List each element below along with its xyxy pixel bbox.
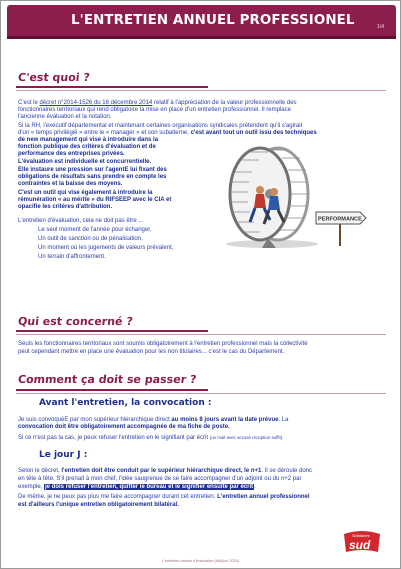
- text-line: en tête à tête. S'il prenait à mon chef, l'idée saugrenue de se faire accompagner d'un adjoint ou du n+2 par: [18, 476, 302, 482]
- header-band: [7, 36, 396, 39]
- text-span: . La: [278, 417, 289, 423]
- list-item: Un moment où les jugements de valeurs prévalent,: [38, 245, 174, 251]
- text-line: rémunération « au mérite » du RIFSEEP avec le CIA et: [18, 197, 172, 203]
- text-line: Seuls les fonctionnaires territoriaux sont soumis obligatoirement à l'entretien professionnel mais la collectivité: [18, 341, 308, 347]
- list-item: Un outil de sanction ou de pénalisation,: [38, 236, 143, 242]
- text-span: exemple,: [18, 484, 45, 490]
- list-item: Le seul moment de l'année pour échanger,: [38, 227, 152, 233]
- text-line: convocation doit être obligatoirement accompagnée de ma fiche de poste.: [18, 424, 230, 430]
- text-line: [18, 484, 256, 491]
- text-line: est d'ailleurs l'unique entretien obligatoirement bilatéral.: [18, 502, 179, 508]
- text-line: fonctionnaires territoriaux qui rend obligatoire la mise en place d'un entretien professionnel. Il remplace: [18, 107, 291, 113]
- text-span-bold: l'entretien doit être conduit par le supérieur hiérarchique direct, le n+1: [61, 468, 262, 474]
- text-span: De même, je ne peux pas plus me faire accompagner durant cet entretien.: [18, 494, 218, 500]
- text-line: de new management qui vise à introduire dans la: [18, 137, 159, 143]
- text-span: C'est le: [18, 100, 40, 106]
- text-line: [18, 434, 283, 442]
- runner-head: [256, 186, 264, 194]
- section-rule-thin: [16, 334, 386, 335]
- text-span: . Il se déroule donc: [261, 468, 313, 474]
- text-line: L'entretien d'évaluation, cela ne doit pas être ...: [18, 218, 144, 224]
- logo-main-text: sud: [349, 538, 371, 552]
- text-line: Elle instaure une pression sur l'agentE lui fixant des: [18, 167, 167, 173]
- hamster-wheel-illustration: [214, 142, 368, 250]
- text-span-bold: L'entretien annuel professionnel: [217, 494, 310, 500]
- sign-text: PERFORMANCE: [318, 216, 362, 223]
- text-line: obligations de résultats sans prendre en compte les: [18, 174, 167, 180]
- text-line: L'évaluation est individuelle et concurrentielle.: [18, 159, 152, 165]
- text-line: [18, 468, 312, 475]
- page-number: 1/4: [377, 24, 384, 30]
- logo-top-text: Solidaires: [352, 533, 370, 538]
- text-span-bold: c'est avant tout un outil issu des techniques: [190, 130, 317, 136]
- page-footer: L'entretien annuel d'évaluation (MA/juin 2020): [161, 559, 240, 563]
- text-line: l'ancienne évaluation et la notation.: [18, 114, 112, 120]
- text-line: C'est un outil qui vise également à introduire la: [18, 190, 153, 196]
- runner-head: [270, 188, 278, 196]
- highlighted-text: je dois refuser l'entretien, quitter le bureau et le signifier ensuite par écrit: [45, 484, 254, 490]
- text-span-bold: au moins 8 jours avant la date prévue: [171, 417, 279, 423]
- text-span: Selon le décret,: [18, 468, 62, 474]
- text-line: contraintes et la baisse des moyens.: [18, 181, 123, 187]
- text-line: peut cependant mettre en place une évaluation pour les non titulaires... c'est le cas du Département.: [18, 349, 285, 355]
- section-title-comment: Comment ça doit se passer ?: [17, 373, 198, 386]
- text-line: opacifie les critères d'attribution.: [18, 204, 113, 210]
- text-line: [18, 494, 310, 501]
- text-line: fonction publique des critères d'évaluation et de: [18, 144, 156, 150]
- section-rule-thin: [16, 90, 386, 91]
- page-title: L'ENTRETIEN ANNUEL PROFESSIONEL: [71, 13, 355, 28]
- text-line: performance des entreprises privées.: [18, 151, 125, 157]
- text-span: relatif à l'appréciation de la valeur professionnelle des: [152, 100, 297, 106]
- section-rule-thin: [16, 393, 386, 394]
- list-item: Un terrain d'affrontement.: [38, 254, 106, 260]
- text-span-small: (un mail avec accusé réception suffit).: [209, 435, 284, 440]
- section-title-cest-quoi: C'est quoi ?: [17, 71, 91, 84]
- subheading-convocation: Avant l'entretien, la convocation :: [39, 398, 212, 408]
- text-span: d'un « temps privilégié » entre le « manager » et son subalterne,: [18, 130, 191, 136]
- text-span: .: [254, 484, 256, 490]
- runner-body: [254, 194, 266, 208]
- section-title-qui-est-concerne: Qui est concerné ?: [17, 315, 134, 328]
- solidaires-sud-logo: [340, 528, 384, 554]
- text-span: Je suis convoquéE par mon supérieur hiérarchique direct: [18, 417, 172, 423]
- subheading-jour-j: Le jour J :: [39, 450, 88, 460]
- section-rule: [16, 86, 208, 88]
- runner-body: [268, 196, 280, 210]
- section-rule: [16, 389, 208, 391]
- section-rule: [16, 330, 208, 332]
- decree-link[interactable]: décret n°2014-1526 du 16 décembre 2014: [39, 100, 153, 106]
- text-span: Si ce n'est pas la cas, je peux refuser l'entretien en le signifiant par écrit: [18, 435, 210, 441]
- page-header: [7, 5, 396, 39]
- text-line: Si la RH, l'exécutif départemental et maintenant certaines organisations syndicales prétendent qu'il s'agirait: [18, 123, 303, 129]
